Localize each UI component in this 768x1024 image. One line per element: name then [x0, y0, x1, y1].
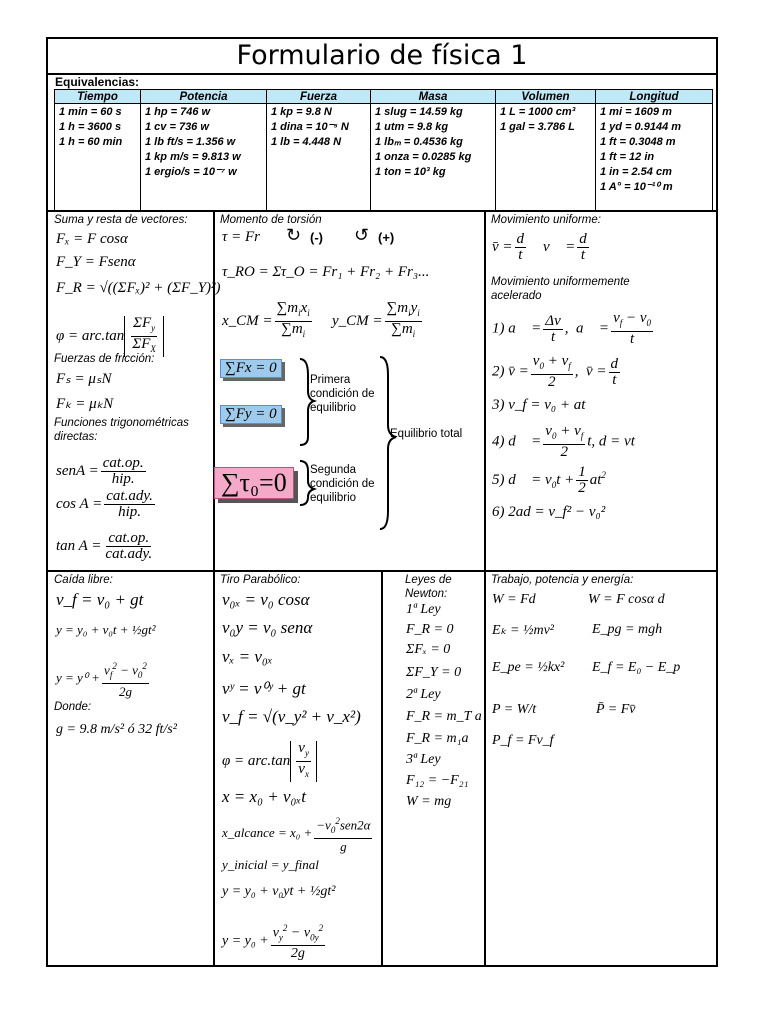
equivalencia-item: 1 gal = 3.786 L — [500, 121, 575, 133]
equivalencias-header: Fuerza — [267, 90, 371, 104]
equivalencia-item: 1 min = 60 s — [59, 106, 122, 118]
negative-sign: (-) — [310, 230, 323, 245]
formula: tan A = $\frac{\text{cat.op.}}{\text{cat.ady.}}$ — [56, 530, 153, 562]
vectores-heading: Suma y resta de vectores: — [54, 214, 188, 226]
formula: x_alcance = x₀ + $\frac{-v_0^2sen2\alpha}{g}$ — [222, 816, 371, 854]
formula: 3ª Ley — [406, 752, 441, 767]
sum-fx-box: ∑Fx = 0 — [220, 359, 282, 378]
formula: F_R = 0 — [406, 622, 454, 637]
formula: E_pg = mgh — [592, 622, 663, 637]
formula: x = x₀ + v₀ₓt — [222, 787, 306, 806]
formula: P̄ = Fv̄ — [596, 702, 636, 717]
formula: senA = $\frac{\text{cat.op.}}{\text{hip.}}$ — [56, 455, 144, 487]
formula: E_f = E₀ − E_p — [592, 660, 681, 675]
formula: v_f = v₀ + gt — [56, 590, 144, 609]
friccion-heading: Fuerzas de fricción: — [54, 353, 155, 365]
tiro-heading: Tiro Parabólico: — [220, 574, 301, 586]
divider — [48, 210, 716, 212]
equivalencia-item: 1 ton = 10³ kg — [375, 166, 446, 178]
formula: y = y₀ + v₀yt + ½gt² — [222, 884, 336, 899]
newton-heading: Leyes de Newton: — [405, 574, 452, 600]
formula: 1) a⃗ = $\frac{\Delta v}{t}$ , a⃗ = $\frac{v_f - v_0}{t}$ — [492, 310, 652, 347]
equivalencia-item: 1 h = 60 min — [59, 136, 123, 148]
formula: x_CM = $\frac{\sum m_ix_i}{\sum m_i}$ — [222, 300, 310, 339]
equilibrio-total-label: Equilibrio total — [390, 428, 463, 440]
formula: v₀ₓ = v₀ cosα — [222, 590, 310, 609]
equivalencia-item: 1 lbₘ = 0.4536 kg — [375, 136, 463, 148]
equivalencias-label: Equivalencias: — [55, 75, 140, 89]
equivalencias-cell — [267, 104, 371, 211]
equivalencia-item: 1 kp = 9.8 N — [271, 106, 332, 118]
formula: τ = Fr — [222, 229, 260, 245]
segunda-condicion-label: Segunda condición de equilibrio — [310, 464, 375, 504]
equivalencia-item: 1 A° = 10⁻¹⁰ m — [600, 181, 673, 193]
formula: y = y₀ + $\frac{v_y^2 - v_{0y}^2}{2g}$ — [222, 923, 324, 962]
formula: Fₖ = μₖN — [56, 396, 114, 412]
equivalencias-table — [54, 89, 713, 211]
formula: F_R = m₁a — [406, 731, 469, 746]
equivalencia-item: 1 ergio/s = 10⁻⁷ w — [145, 166, 237, 178]
divider — [213, 210, 215, 967]
positive-sign: (+) — [378, 230, 395, 245]
formula: W = mg — [406, 794, 452, 809]
formula: F_R = √((ΣFₓ)² + (ΣF_Y)²) — [56, 280, 221, 296]
equivalencias-cell — [496, 104, 596, 211]
formula: Eₖ = ½mv² — [492, 623, 554, 638]
formula: P_f = Fv_f — [492, 733, 554, 748]
formula: φ = arc.tan $\frac{\Sigma F_y}{\Sigma F_X}$ — [56, 316, 164, 357]
equivalencias-cell — [371, 104, 496, 211]
formula: ΣF_Y = 0 — [406, 665, 462, 680]
formula: W = Fd — [492, 592, 536, 607]
divider — [484, 210, 486, 967]
clockwise-arrow-icon: ↻ — [286, 225, 302, 245]
trabajo-heading: Trabajo, potencia y energía: — [491, 574, 634, 586]
formula: y_inicial = y_final — [222, 857, 319, 872]
formula: φ = arc.tan $\frac{v_y}{v_x}$ — [222, 741, 317, 782]
equivalencia-item: 1 lb ft/s = 1.356 w — [145, 136, 236, 148]
primera-condicion-label: Primera condición de equilibrio — [310, 374, 375, 414]
formula: y = y₀ + v₀t + ½gt² — [56, 622, 156, 637]
formula: g = 9.8 m/s² ó 32 ft/s² — [56, 722, 177, 737]
equivalencias-cell — [141, 104, 267, 211]
equivalencia-item: 1 lb = 4.448 N — [271, 136, 342, 148]
equivalencia-item: 1 slug = 14.59 kg — [375, 106, 463, 118]
formula-sheet — [46, 37, 718, 967]
equivalencia-item: 1 mi = 1609 m — [600, 106, 672, 118]
equivalencia-item: 1 hp = 746 w — [145, 106, 211, 118]
formula: W = F cosα d — [588, 592, 665, 607]
equivalencias-header: Tiempo — [55, 90, 141, 104]
formula: 2) v̄ = $\frac{v_0 + v_f}{2}$ , v̄ = $\frac{d}{t}$ — [492, 353, 619, 390]
formula: 1ª Ley — [406, 602, 441, 617]
formula: F_R = m_T a — [406, 709, 482, 724]
big-brace-icon — [378, 355, 398, 531]
equivalencia-item: 1 ft = 12 in — [600, 151, 655, 163]
equivalencia-item: 1 yd = 0.9144 m — [600, 121, 682, 133]
equivalencia-item: 1 dina = 10⁻⁵ N — [271, 121, 349, 133]
formula: E_pe = ½kx² — [492, 660, 565, 675]
equivalencias-header: Volumen — [496, 90, 596, 104]
sum-fy-box: ∑Fy = 0 — [220, 405, 282, 424]
formula: cos A = $\frac{\text{cat.ady.}}{\text{hip.}}$ — [56, 488, 153, 520]
formula: y_CM = $\frac{\sum m_iy_i}{\sum m_i}$ — [332, 300, 420, 339]
formula: v̄ = $\frac{d}{t}$ v⃗ = $\frac{d}{t}$ — [492, 231, 587, 263]
equivalencia-item: 1 h = 3600 s — [59, 121, 122, 133]
formula: F_Y = Fsenα — [56, 254, 136, 270]
counterclockwise-arrow-icon: ↺ — [354, 225, 370, 245]
page-title: Formulario de física 1 — [48, 39, 716, 75]
equivalencias-header: Masa — [371, 90, 496, 104]
donde-label: Donde: — [54, 701, 92, 713]
caida-heading: Caída libre: — [54, 574, 113, 586]
formula: v₀y = v₀ senα — [222, 618, 313, 637]
sum-tau-box: ∑τ₀=0 — [214, 467, 294, 499]
equivalencia-item: 1 kp m/s = 9.813 w — [145, 151, 241, 163]
equivalencias-cell — [55, 104, 141, 211]
formula: 2ª Ley — [406, 687, 441, 702]
trig-heading: Funciones trigonométricas directas: — [54, 417, 189, 443]
equivalencia-item: 1 in = 2.54 cm — [600, 166, 672, 178]
divider — [381, 570, 383, 967]
equivalencia-item: 1 ft = 0.3048 m — [600, 136, 676, 148]
equivalencia-item: 1 L = 1000 cm³ — [500, 106, 576, 118]
formula: Fₓ = F cosα — [56, 231, 128, 247]
formula: 5) d⃗ = $v_0t$ + $\frac{1}{2}$ $at^2$ — [492, 464, 606, 496]
formula: vₓ = v₀ₓ — [222, 647, 273, 666]
equivalencia-item: 1 cv = 736 w — [145, 121, 209, 133]
equivalencias-header: Potencia — [141, 90, 267, 104]
mua-heading: Movimiento uniformemente acelerado — [491, 276, 630, 302]
torsion-heading: Momento de torsión — [220, 214, 322, 226]
mu-heading: Movimiento uniforme: — [491, 214, 601, 226]
formula: 4) d⃗ = $\frac{v_0 + v_f}{2}$ t, d = vt — [492, 423, 635, 460]
formula: ΣFₓ = 0 — [406, 642, 451, 657]
equivalencias-header: Longitud — [596, 90, 713, 104]
equivalencia-item: 1 onza = 0.0285 kg — [375, 151, 472, 163]
equivalencia-item: 1 utm = 9.8 kg — [375, 121, 449, 133]
formula: Fₛ = μₛN — [56, 371, 112, 387]
formula: v_f = √(v_y² + v_x²) — [222, 707, 361, 726]
equivalencias-cell — [596, 104, 713, 211]
formula: P = W/t — [492, 702, 537, 717]
formula: 6) 2ad = v_f² − v₀² — [492, 504, 606, 520]
formula: τ_RO = Στ_O = Fr₁ + Fr₂ + Fr₃... — [222, 264, 430, 280]
formula: F₁₂ = −F₂₁ — [406, 773, 469, 788]
formula: 3) v_f = v₀ + at — [492, 397, 586, 413]
formula: vʸ = v⁰ʸ + gt — [222, 679, 306, 698]
formula: y = y⁰ + $\frac{v_f^2 - v_0^2}{2g}$ — [56, 661, 147, 699]
